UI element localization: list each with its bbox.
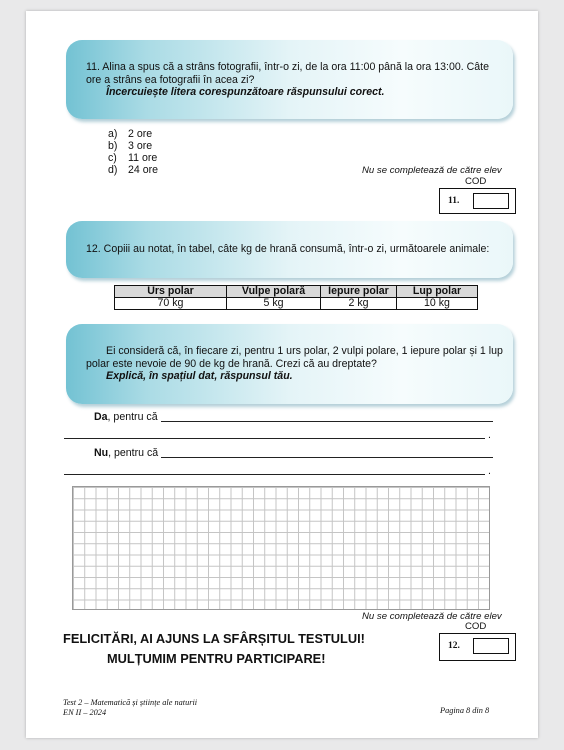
question-11-text: 11. Alina a spus că a strâns fotografii, într-o zi, de la ora 11:00 până la ora 13:00. Câte ore a strâns ea fotografii în acea zi? [86, 61, 490, 86]
q11-cod-label: COD [465, 176, 487, 187]
answer-nu-label: Nu, pentru că [94, 447, 159, 459]
document-page [26, 11, 538, 738]
table-cell: 10 kg [397, 298, 478, 310]
answer-da-line-2[interactable] [64, 438, 485, 439]
closing-message-2: MULȚUMIM PENTRU PARTICIPARE! [107, 651, 326, 666]
q12-score-field[interactable] [473, 638, 509, 654]
answer-da-line-1[interactable] [161, 421, 493, 422]
option-b[interactable]: b) 3 ore [108, 140, 153, 152]
closing-message-1: FELICITĂRI, AI AJUNS LA SFÂRȘITUL TESTULUI! [63, 631, 365, 646]
question-12-box [66, 221, 513, 278]
q11-cod-number: 11. [448, 196, 460, 206]
footer-exam: EN II – 2024 [63, 708, 107, 717]
table-header-row [115, 286, 478, 298]
question-11-instruction: Încercuiește litera corespunzătoare răspunsului corect. [106, 86, 385, 98]
question-11-box [66, 40, 513, 119]
line-end-dot: . [488, 429, 491, 441]
table-cell: 70 kg [115, 298, 227, 310]
table-header: Iepure polar [321, 286, 397, 298]
q11-score-field[interactable] [473, 193, 509, 209]
question-12-text: 12. Copiii au notat, în tabel, câte kg de hrană consumă, într-o zi, următoarele animale: [86, 243, 490, 255]
question-12-statement-box [66, 324, 513, 404]
option-c[interactable]: c) 11 ore [108, 152, 158, 164]
option-a[interactable]: a) 2 ore [108, 128, 153, 140]
line-end-dot: . [488, 465, 491, 477]
question-12-statement: Ei consideră că, în fiecare zi, pentru 1 urs polar, 2 vulpi polare, 1 iepure polar și 1 lup polar este nevoie de 90 de kg de hrană. Crezi că au dreptate? [86, 345, 503, 370]
footer-page-number: Pagina 8 din 8 [440, 706, 490, 715]
answer-nu-line-1[interactable] [161, 457, 493, 458]
table-header: Vulpe polară [227, 286, 321, 298]
question-12-instruction: Explică, în spațiul dat, răspunsul tău. [106, 370, 293, 382]
work-grid[interactable] [72, 486, 490, 610]
q12-cod-number: 12. [448, 641, 460, 651]
table-header: Urs polar [115, 286, 227, 298]
q12-cod-label: COD [465, 621, 487, 632]
animal-food-table [114, 285, 478, 310]
option-d[interactable]: d) 24 ore [108, 164, 159, 176]
footer-test-name: Test 2 – Matematică și științe ale naturii [63, 698, 198, 707]
table-cell: 5 kg [227, 298, 321, 310]
q11-score-box [439, 188, 516, 214]
answer-da-label: Da, pentru că [94, 411, 158, 423]
table-row [115, 298, 478, 310]
q11-grader-note: Nu se completează de către elev [362, 165, 502, 176]
answer-nu-line-2[interactable] [64, 474, 485, 475]
table-header: Lup polar [397, 286, 478, 298]
q12-score-box [439, 633, 516, 661]
q12-grader-note: Nu se completează de către elev [362, 611, 502, 622]
table-cell: 2 kg [321, 298, 397, 310]
